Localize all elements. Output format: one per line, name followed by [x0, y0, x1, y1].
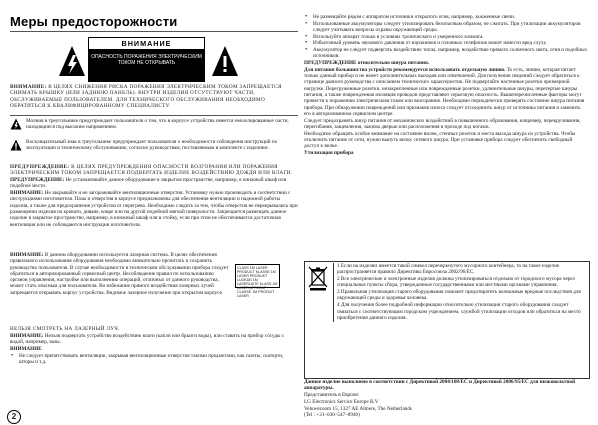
disposal-list	[333, 263, 589, 322]
laser-warning: ВНИМАНИЕ: В данном оборудовании используется лазерная система. В целях обеспечения правильного использования оборудования необходимо внимательно прочитать и сохранить руководство пользователя. В случае необходимости в техническом обслуживании прибора следует обратиться в авторизированный сервисный центр. Несоблюдение правил по использованию органов управления, настройке или выполнению операций, отличных от данного руководства, может стать опасным для пользователя. Во избежание прямого воздействия лазерных лучей запрещается открывать корпус устройства. Видимое лазерное излучение при открытом корпусе.	[10, 252, 229, 296]
small-exclamation-icon	[10, 139, 22, 151]
left-column	[10, 84, 298, 110]
eu-representative-name: LG Electronics Service Europe B.V	[304, 398, 379, 405]
exclamation-explanation: Восклицательный знак в треугольнике предупреждает пользователя о необходимости соблюдения инструкций по эксплуатации и техническому обслуживанию, согласно руководствам, поставляемым в комплекте с изделием.	[26, 139, 278, 152]
precautions-list	[304, 14, 588, 60]
disposal-heading: Утилизация прибора	[304, 150, 354, 157]
eu-representative-address: Veluwezoom 15, 1327 AE Almere, The Netherlands	[304, 405, 412, 412]
left-column-warnings	[10, 164, 298, 228]
list-item: • Не размещайте рядом с аппаратом источники открытого огня, например, зажженные свечи.	[304, 14, 588, 20]
warning-ventilation: ВНИМАНИЕ: Не закрывайте и не загораживайте вентиляционные отверстия. Установку нужно производить в соответствии с инструкциями изготовителя. Пазы и отверстия в корпусе предназначены для обеспечения вентиляции и надежной работы изделия, а также для предохранения устройства от перегрева. Необходимо следить за тем, чтобы отверстия не перекрывались при размещении изделия на кровати, диване, ковре или на другой подобной мягкой поверхности. Запрещается размещать данное изделие в закрытое пространство, например, в книжный шкаф или в стойку, если при этом не обеспечивается достаточная вентиляция или не соблюдаются инструкции изготовителя.	[10, 190, 298, 228]
list-item: 3 Правильная утилизация старого оборудования поможет предотвратить возможные вредные последствия для окружающей среды и здоровья человека.	[337, 289, 581, 302]
list-item: 2 Все электрические и электронные изделия должны утилизироваться отдельно от городского мусора через специальные пункты сбора, утвержденные государственными или местными органами управления.	[337, 276, 575, 289]
laser-class-label: CLASS 1M LASER PRODUCT KLASSE 1M LASER PRODUKT LUOKAN 1M LASERLAITE KLASS 1M LASER APPARAT CLASSE 1M PRODUIT LASER	[235, 264, 280, 288]
power-cord-heading: ПРЕДУПРЕЖДЕНИЕ относительно шнура питания.	[304, 60, 430, 67]
bullet-ventilation: • Не следует препятствовать вентиляции, закрывая вентиляционные отверстия такими предметами, как газеты, скатерти, шторы и т.д.	[10, 353, 298, 366]
warning-box-heading: ВНИМАНИЕ	[88, 37, 205, 50]
warning-water: ВНИМАНИЕ: Нельзя подвергать устройство воздействию влаги (капли или брызги воды), или ставить на прибор сосуды с водой, например, вазы.	[10, 332, 285, 346]
eu-representative-label: Представитель в Европе:	[304, 392, 360, 399]
small-lightning-icon	[10, 118, 22, 130]
disposal-table	[304, 261, 590, 379]
lightning-warning-icon	[58, 44, 86, 78]
lightning-explanation: Молния в треугольнике предупреждает пользователя о том, что в корпусе устройства имеется неизолированные части, находящиеся под высоким напряжением.	[26, 118, 289, 131]
eu-representative-phone: (Tel : +31–036–547–8940)	[304, 412, 360, 419]
right-column	[304, 14, 588, 157]
warning-moisture: ПРЕДУПРЕЖДЕНИЕ: В ЦЕЛЯХ ПРЕДУПРЕЖДЕНИЯ ОПАСНОСТИ ВОЗГОРАНИЯ ИЛИ ПОРАЖЕНИЯ ЭЛЕКТРИЧЕСКИМ ТОКОМ ЗАПРЕЩАЕТСЯ ПОДВЕРГАТЬ ИЗДЕЛИЕ ВОЗДЕЙСТВИЮ ДОЖДЯ ИЛИ ВЛАГИ.	[10, 164, 293, 177]
exclamation-warning-icon	[211, 44, 239, 78]
list-item: • Избыточный уровень звукового давления от наушников и головных телефонов может нанести вред слуху.	[304, 40, 588, 46]
list-item: 1 Если на изделии имеется такой символ перечеркнутого мусорного контейнера, то на такое изделие распространяется правило Директивы Евросоюза 2002/96/EC.	[337, 263, 560, 276]
page-number: 2	[7, 410, 21, 424]
directive-statement: Данное изделие выполнено в соответствии с Директивой 2004/108/EC и Директивой 2006/95/EC для низковольтной аппаратуры.	[304, 379, 576, 392]
list-item: • Используйте аппарат только в условиях тропического и умеренного климата.	[304, 34, 588, 40]
page-title: Меры предосторожности	[10, 14, 178, 29]
power-cord-paragraph-3: Необходимо обращать особое внимание на состояние вилок, стенных розеток и места выхода шнура из устройства. Чтобы отключить питание от сети, нужно вынуть вилку сетевого шнура. При установке прибора следует обеспечить свободный доступ к вилке.	[304, 130, 576, 150]
list-item: • Использованные аккумуляторы следует утилизировать безопасным образом, не сжигать. При утилизации аккумуляторов следует учитывать вопросы охраны окружающей среды.	[304, 21, 588, 34]
list-item: 4 Для получения более подробной информации относительно утилизации старого оборудования следует связаться с соответствующим городским учреждением, службой утилизации отходов или обратиться на место приобретения данного изделия.	[337, 302, 581, 321]
caution-paragraph: ВНИМАНИЕ: В ЦЕЛЯХ СНИЖЕНИЯ РИСКА ПОРАЖЕНИЯ ЭЛЕКТРИЧЕСКИМ ТОКОМ ЗАПРЕЩАЕТСЯ СНИМАТЬ КРЫШКУ (ИЛИ ЗАДНЮЮ ПАНЕЛЬ). ВНУТРИ ИЗДЕЛИЯ ОТСУТСТВУЮТ ЧАСТИ, ОБСЛУЖИВАЕМЫЕ ПОЛЬЗОВАТЕЛЕМ. ДЛЯ ТЕХНИЧЕСКОГО ОБСЛУЖИВАНИЯ НЕОБХОДИМО ОБРАТИТЬСЯ К КВАЛИФИЦИРОВАННОМУ СПЕЦИАЛИСТУ.	[10, 84, 282, 109]
warning-enclosure: ПРЕДУПРЕЖДЕНИЕ: Не устанавливайте данное оборудование в закрытом пространстве, например, в книжный шкаф или подобное место.	[10, 177, 287, 190]
laser-warning-tail: НЕЛЬЗЯ СМОТРЕТЬ НА ЛАЗЕРНЫЙ ЛУЧ. ВНИМАНИЕ: Нельзя подвергать устройство воздействию влаги (капли или брызги воды), или ставить на прибор сосуды с водой, например, вазы. ВНИМАНИЕ • Не следует препятствовать вентиляции, закрывая вентиляционные отверстия такими предметами, как газеты, скатерти, шторы и т.д.	[10, 326, 298, 366]
power-cord-paragraph: Для питания большинства устройств рекомендуется использовать отдельную линию. То есть, линию, которая питает только данный прибор и не имеет дополнительных выходов или ответвлений. Для получения сведений следует обратиться к странице данного руководства с описанием технических характеристик. Не подвергайте настенные розетки чрезмерной нагрузке. Перегруженные розетки, незакрепленные или поврежденные розетки, удлинительные шнуры, перетертые шнуры питания, а также поврежденная изоляция проводов представляют серьезную опасность. Вышеперечисленные факторы могут привести к поражению электрическим током или возгоранию. Необходимо периодически проверять состояние шнура питания прибора. При обнаружении повреждений или признаков износа следует отсоединить шнур от источника питания и заменить его в авторизованном сервисном центре.	[304, 66, 585, 117]
section-rule	[10, 115, 298, 116]
warning-box-body: ОПАСНОСТЬ ПОРАЖЕНИЯ ЭЛЕКТРИЧЕСКИМ ТОКОМ НЕ ОТКРЫВАТЬ	[88, 50, 205, 82]
title-rule	[10, 31, 298, 32]
directive-block	[304, 379, 588, 419]
list-item: • Аккумулятор не следует подвергать воздействию тепла, например, воздействие прямого солнечного света, огня и подобных источников.	[304, 47, 588, 60]
warning-heading: ВНИМАНИЕ	[10, 345, 42, 352]
power-cord-paragraph-2: Следует предохранять шнур питания от механических воздействий в повышенного образования, например, перекручивания, перегибания, защемления, зажима дверью или расположения в проходе под ногами.	[304, 117, 581, 130]
crossed-bin-icon	[308, 265, 328, 291]
warning-box	[88, 37, 205, 81]
